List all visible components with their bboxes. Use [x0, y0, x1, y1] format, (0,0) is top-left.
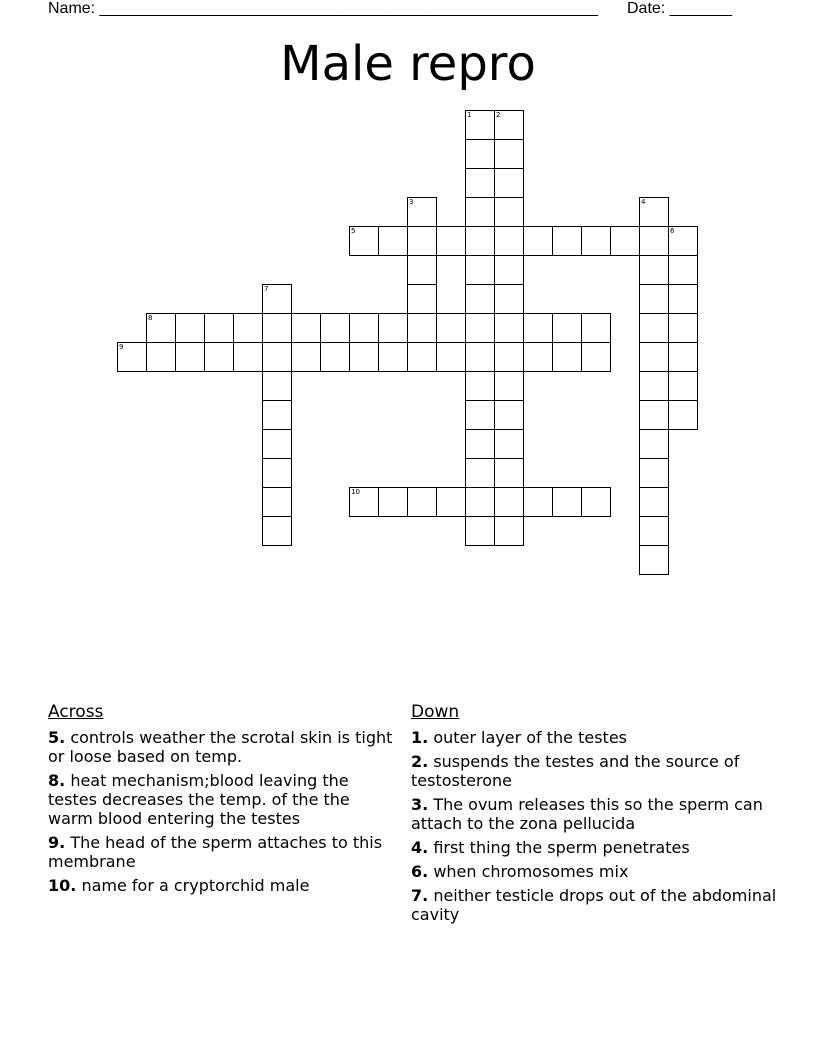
clue-across-10 — [48, 876, 398, 895]
clue-number: 3. — [411, 795, 429, 814]
crossword-cell[interactable] — [523, 487, 553, 517]
crossword-cell[interactable] — [262, 313, 292, 343]
crossword-cell[interactable] — [552, 313, 582, 343]
crossword-cell[interactable] — [523, 313, 553, 343]
crossword-cell[interactable] — [581, 226, 611, 256]
crossword-cell[interactable] — [262, 429, 292, 459]
crossword-cell[interactable] — [436, 342, 466, 372]
cell-number: 6 — [670, 227, 675, 235]
page-title: Male repro — [280, 36, 536, 92]
down-heading: Down — [411, 702, 460, 722]
crossword-cell[interactable] — [610, 226, 640, 256]
clue-number: 6. — [411, 862, 429, 881]
crossword-cell[interactable] — [639, 400, 669, 430]
crossword-cell[interactable] — [639, 458, 669, 488]
crossword-cell[interactable] — [581, 313, 611, 343]
down-clues — [411, 702, 781, 929]
crossword-cell[interactable] — [465, 255, 495, 285]
cell-number: 2 — [496, 111, 501, 119]
crossword-cell[interactable] — [262, 487, 292, 517]
crossword-cell[interactable] — [465, 371, 495, 401]
name-field[interactable]: Name: ________________________________________________________ — [48, 0, 598, 17]
crossword-cell[interactable] — [465, 400, 495, 430]
crossword-cell[interactable] — [494, 516, 524, 546]
crossword-cell[interactable] — [378, 313, 408, 343]
crossword-cell[interactable] — [668, 400, 698, 430]
crossword-cell[interactable] — [465, 313, 495, 343]
clue-text: The ovum releases this so the sperm can attach to the zona pellucida — [411, 795, 763, 833]
crossword-cell[interactable] — [291, 342, 321, 372]
clue-text: The head of the sperm attaches to this membrane — [48, 833, 383, 871]
crossword-cell[interactable] — [494, 371, 524, 401]
crossword-cell[interactable] — [233, 342, 263, 372]
crossword-cell[interactable] — [407, 342, 437, 372]
crossword-cell[interactable] — [204, 342, 234, 372]
clue-down-3 — [411, 795, 781, 833]
crossword-cell[interactable] — [204, 313, 234, 343]
cell-number: 8 — [148, 314, 153, 322]
crossword-cell[interactable] — [146, 313, 176, 343]
crossword-cell[interactable] — [668, 342, 698, 372]
crossword-cell[interactable] — [233, 313, 263, 343]
clue-number: 8. — [48, 771, 66, 790]
clue-text: first thing the sperm penetrates — [433, 838, 690, 857]
crossword-cell[interactable] — [465, 168, 495, 198]
crossword-cell[interactable] — [465, 342, 495, 372]
crossword-cell[interactable] — [639, 371, 669, 401]
crossword-cell[interactable] — [407, 284, 437, 314]
cell-number: 1 — [467, 111, 472, 119]
crossword-cell[interactable] — [494, 458, 524, 488]
crossword-cell[interactable] — [349, 226, 379, 256]
cell-number: 10 — [351, 488, 360, 496]
crossword-cell[interactable] — [581, 487, 611, 517]
clue-across-5 — [48, 728, 398, 766]
clue-number: 10. — [48, 876, 77, 895]
crossword-cell[interactable] — [494, 284, 524, 314]
clue-down-4 — [411, 838, 781, 857]
crossword-cell[interactable] — [639, 487, 669, 517]
clue-down-2 — [411, 752, 781, 790]
crossword-cell[interactable] — [407, 255, 437, 285]
clue-text: outer layer of the testes — [433, 728, 628, 747]
cell-number: 7 — [264, 285, 269, 293]
crossword-cell[interactable] — [262, 516, 292, 546]
crossword-cell[interactable] — [407, 487, 437, 517]
clue-across-8 — [48, 771, 398, 828]
crossword-cell[interactable] — [668, 255, 698, 285]
date-field[interactable]: Date: _______ — [627, 0, 732, 17]
crossword-cell[interactable] — [494, 197, 524, 227]
cell-number: 5 — [351, 227, 356, 235]
across-heading: Across — [48, 702, 104, 722]
crossword-cell[interactable] — [639, 313, 669, 343]
crossword-cell[interactable] — [262, 284, 292, 314]
crossword-cell[interactable] — [494, 429, 524, 459]
crossword-cell[interactable] — [639, 226, 669, 256]
crossword-cell[interactable] — [465, 487, 495, 517]
crossword-cell[interactable] — [349, 342, 379, 372]
clue-number: 1. — [411, 728, 429, 747]
cell-number: 9 — [119, 343, 124, 351]
crossword-cell[interactable] — [117, 342, 147, 372]
crossword-cell[interactable] — [639, 516, 669, 546]
crossword-cell[interactable] — [494, 400, 524, 430]
crossword-cell[interactable] — [407, 226, 437, 256]
crossword-cell[interactable] — [146, 342, 176, 372]
clue-number: 2. — [411, 752, 429, 771]
clue-down-7 — [411, 886, 781, 924]
crossword-cell[interactable] — [262, 400, 292, 430]
crossword-cell[interactable] — [494, 487, 524, 517]
crossword-cell[interactable] — [552, 342, 582, 372]
crossword-cell[interactable] — [262, 371, 292, 401]
crossword-cell[interactable] — [262, 342, 292, 372]
crossword-cell[interactable] — [378, 342, 408, 372]
crossword-cell[interactable] — [436, 226, 466, 256]
clue-down-1 — [411, 728, 781, 747]
clue-text: when chromosomes mix — [433, 862, 629, 881]
crossword-cell[interactable] — [668, 226, 698, 256]
crossword-cell[interactable] — [639, 255, 669, 285]
crossword-cell[interactable] — [436, 487, 466, 517]
crossword-cell[interactable] — [494, 313, 524, 343]
crossword-cell[interactable] — [349, 313, 379, 343]
crossword-cell[interactable] — [349, 487, 379, 517]
crossword-cell[interactable] — [320, 313, 350, 343]
crossword-cell[interactable] — [639, 342, 669, 372]
crossword-cell[interactable] — [639, 545, 669, 575]
crossword-cell[interactable] — [494, 168, 524, 198]
crossword-cell[interactable] — [378, 487, 408, 517]
crossword-cell[interactable] — [465, 226, 495, 256]
crossword-cell[interactable] — [465, 516, 495, 546]
cell-number: 3 — [409, 198, 414, 206]
crossword-cell[interactable] — [668, 284, 698, 314]
crossword-cell[interactable] — [668, 313, 698, 343]
across-clues — [48, 702, 398, 900]
crossword-cell[interactable] — [523, 342, 553, 372]
clue-number: 9. — [48, 833, 66, 852]
crossword-cell[interactable] — [175, 313, 205, 343]
crossword-cell[interactable] — [407, 197, 437, 227]
crossword-cell[interactable] — [465, 284, 495, 314]
crossword-cell[interactable] — [552, 226, 582, 256]
clue-text: name for a cryptorchid male — [81, 876, 310, 895]
crossword-cell[interactable] — [581, 342, 611, 372]
crossword-cell[interactable] — [291, 313, 321, 343]
crossword-cell[interactable] — [465, 110, 495, 140]
crossword-cell[interactable] — [494, 255, 524, 285]
crossword-cell[interactable] — [465, 139, 495, 169]
crossword-cell[interactable] — [639, 197, 669, 227]
crossword-cell[interactable] — [523, 226, 553, 256]
crossword-cell[interactable] — [639, 429, 669, 459]
cell-number: 4 — [641, 198, 646, 206]
crossword-cell[interactable] — [494, 139, 524, 169]
crossword-cell[interactable] — [465, 197, 495, 227]
clue-text: suspends the testes and the source of testosterone — [411, 752, 740, 790]
clue-text: heat mechanism;blood leaving the testes decreases the temp. of the the warm blood entering the testes — [48, 771, 350, 828]
crossword-cell[interactable] — [436, 313, 466, 343]
crossword-cell[interactable] — [668, 371, 698, 401]
crossword-cell[interactable] — [552, 487, 582, 517]
clue-across-9 — [48, 833, 398, 871]
clue-number: 7. — [411, 886, 429, 905]
crossword-cell[interactable] — [465, 458, 495, 488]
clue-number: 4. — [411, 838, 429, 857]
crossword-cell[interactable] — [320, 342, 350, 372]
clue-down-6 — [411, 862, 781, 881]
crossword-cell[interactable] — [494, 342, 524, 372]
crossword-cell[interactable] — [407, 313, 437, 343]
crossword-cell[interactable] — [262, 458, 292, 488]
crossword-cell[interactable] — [378, 226, 408, 256]
crossword-cell[interactable] — [639, 284, 669, 314]
crossword-cell[interactable] — [494, 110, 524, 140]
crossword-cell[interactable] — [175, 342, 205, 372]
clue-text: controls weather the scrotal skin is tight or loose based on temp. — [48, 728, 393, 766]
crossword-cell[interactable] — [465, 429, 495, 459]
crossword-cell[interactable] — [494, 226, 524, 256]
clue-number: 5. — [48, 728, 66, 747]
clue-text: neither testicle drops out of the abdominal cavity — [411, 886, 777, 924]
